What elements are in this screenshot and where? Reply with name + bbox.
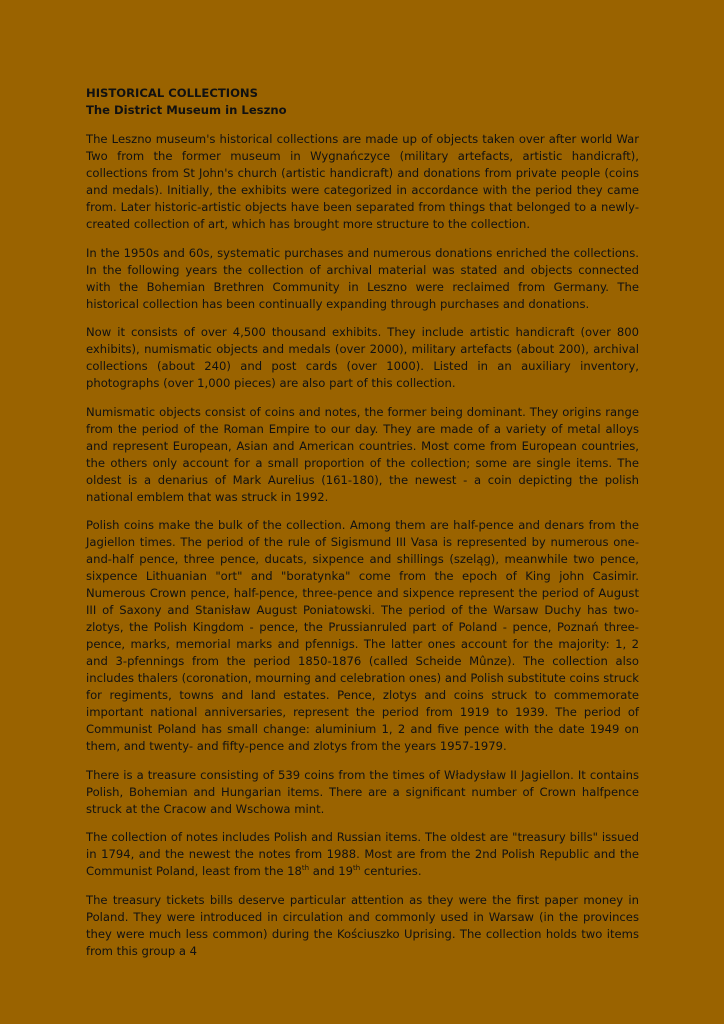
- document-title: HISTORICAL COLLECTIONS: [86, 86, 258, 100]
- document-subtitle: The District Museum in Leszno: [86, 103, 287, 117]
- paragraph-collections-origin: The Leszno museum's historical collections are made up of objects taken over after world War Two from the former museum in Wygnańczyce (military artefacts, artistic handicraft), collections from St John's church (artistic handicraft) and donations from private people (coins and medals). Initially, the exhibits were categorized in accordance with the period they came from. Later historic-artistic objects have been separated from things that belonged to a newly-created collection of art, which has brought more structure to the collection.: [86, 132, 639, 231]
- document-body: [86, 131, 639, 960]
- paragraph-collection-size: Now it consists of over 4,500 thousand exhibits. They include artistic handicraft (over 800 exhibits), numismatic objects and medals (over 2000), military artefacts (about 200), archival collections (about 240) and post cards (over 1000). Listed in an auxiliary inventory, photographs (over 1,000 pieces) are also part of this collection.: [86, 325, 639, 390]
- superscript-th: th: [301, 864, 310, 873]
- paragraph-polish-coins: Polish coins make the bulk of the collection. Among them are half-pence and denars from the Jagiellon times. The period of the rule of Sigismund III Vasa is represented by numerous one-and-half pence, three pence, ducats, sixpence and shillings (szeląg), meanwhile two pence, sixpence Lithuanian "ort" and "boratynka" come from the epoch of King john Casimir. Numerous Crown pence, half-pence, three-pence and sixpence represent the period of August III of Saxony and Stanisław August Poniatowski. The period of the Warsaw Duchy has two-zlotys, the Polish Kingdom - pence, the Prussianruled part of Poland - pence, Poznań three-pence, marks, memorial marks and pfennigs. The latter ones account for the majority: 1, 2 and 3-pfennings from the period 1850-1876 (called Scheide Mûnze). The collection also includes thalers (coronation, mourning and celebration ones) and Polish substitute coins struck for regiments, towns and land estates. Pence, zlotys and coins struck to commemorate important national anniversaries, represent the period from 1919 to 1939. The period of Communist Poland has small change: aluminium 1, 2 and five pence with the date 1949 on them, and twenty- and fifty-pence and zlotys from the years 1957-1979.: [86, 518, 639, 753]
- document-page: [86, 85, 639, 971]
- notes-text-start: The collection of notes includes Polish and Russian items. The oldest are "treasury bills" issued in 1794, and the newest the notes from 1988. Most are from the 2nd Polish Republic and the Communist Poland, least from the 18: [86, 830, 639, 878]
- notes-text-end: centuries.: [360, 864, 422, 878]
- paragraph-treasury-tickets: The treasury tickets bills deserve particular attention as they were the first paper money in Poland. They were introduced in circulation and commonly used in Warsaw (in the provinces they were much less common) during the Kościuszko Uprising. The collection holds two items from this group a 4: [86, 892, 639, 958]
- paragraph-treasure: There is a treasure consisting of 539 coins from the times of Władysław II Jagiellon. It contains Polish, Bohemian and Hungarian items. There are a significant number of Crown halfpence struck at the Cracow and Wschowa mint.: [86, 767, 639, 816]
- notes-text-middle: and 19: [309, 864, 354, 878]
- paragraph-1950s-acquisitions: In the 1950s and 60s, systematic purchases and numerous donations enriched the collections. In the following years the collection of archival material was stated and objects connected with the Bohemian Brethren Community in Leszno were reclaimed from Germany. The historical collection has been continually expanding through purchases and donations.: [86, 245, 639, 311]
- paragraph-numismatic-objects: Numismatic objects consist of coins and notes, the former being dominant. They origins range from the period of the Roman Empire to our day. They are made of a variety of metal alloys and represent European, Asian and American countries. Most come from European countries, the others only account for a small proportion of the collection; some are single items. The oldest is a denarius of Mark Aurelius (161-180), the newest - a coin depicting the polish national emblem that was struck in 1992.: [86, 404, 639, 504]
- paragraph-notes-collection: [86, 829, 639, 880]
- superscript-th: th: [353, 864, 361, 873]
